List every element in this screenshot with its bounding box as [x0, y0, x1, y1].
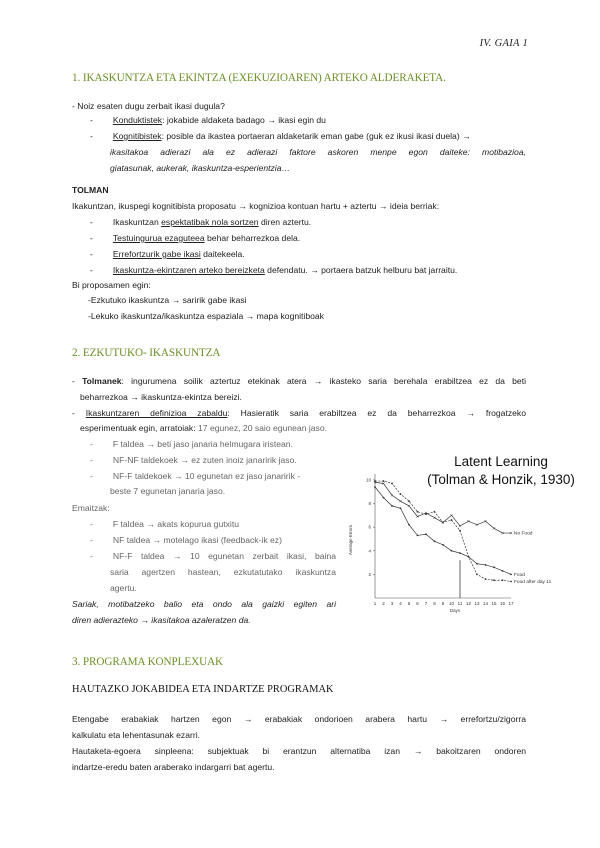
- latent-learning-chart: [345, 450, 593, 622]
- kognitibistek-line3: giatasunak, aukerak, ikaskuntza-esperientzia…: [110, 163, 291, 173]
- idea-item-3: - Errefortzurik gabe ikasi daitekeela.: [90, 249, 245, 259]
- group-3-text: NF-F taldekoek → 10 egunetan ez jaso janaririk -: [112, 471, 301, 481]
- result-3-text: NF-F taldea → 10 egunetan zerbait ikasi, baina: [112, 551, 336, 561]
- x-tick-label: 12: [465, 601, 472, 606]
- data-point: [391, 483, 393, 485]
- definizioa-grey-text: 17 egunez, 20 saio egunean jaso.: [195, 423, 328, 433]
- result-item-3-line2: saria agertzen hastean, ezkutatutako ikaskuntza: [110, 567, 336, 577]
- x-tick-label: 8: [433, 601, 436, 606]
- kognitibistek-item: - Kognitibistek: posible da ikastea portaeran aldaketarik eman gabe (guk ez ikusi ikasi duela) →: [90, 131, 471, 141]
- para-b-line2: indartze-eredu baten araberako indargarri bat agertu.: [72, 762, 275, 772]
- data-point: [374, 480, 376, 482]
- idea-3-suffix: daitekeela.: [200, 249, 245, 259]
- chart-xlabel: Days: [449, 608, 461, 613]
- data-point: [476, 573, 478, 575]
- konduktistek-text: : jokabide aldaketa badago → ikasi egin du: [162, 115, 326, 125]
- data-point: [399, 500, 401, 502]
- x-tick-label: 16: [499, 601, 506, 606]
- data-point: [510, 573, 512, 575]
- result-item-2: - NF taldea → motelago ikasi (feedback-ik ez): [90, 535, 282, 545]
- data-point: [442, 522, 444, 524]
- idea-1-prefix: Ikaskuntzan: [112, 217, 162, 227]
- data-point: [400, 493, 402, 495]
- data-point: [408, 500, 410, 502]
- series-label: Food: [514, 572, 525, 578]
- data-point: [459, 552, 461, 554]
- tolman-label: TOLMAN: [72, 185, 109, 195]
- bi-proposamen: Bi proposamen egin:: [72, 280, 151, 290]
- data-point: [433, 516, 435, 518]
- data-point: [502, 579, 504, 581]
- definizioa-l2-text: esperimentuak egin, arratoiak:: [80, 423, 196, 433]
- kognitibistek-term: Kognitibistek: [112, 131, 162, 141]
- data-point: [408, 505, 410, 507]
- data-point: [383, 480, 385, 482]
- para-b-line1: Hautaketa-egoera sinpleena: subjektuak bi erantzun alternatiba izan → bakoitzaren ondoren: [72, 746, 526, 756]
- data-point: [391, 505, 393, 507]
- tolmanek-line2: beharrezkoa → ikaskuntza-ekintza bereizi.: [80, 392, 242, 402]
- data-point: [408, 524, 410, 526]
- group-item-1: - F taldea → beti jaso janaria helmugara iristean.: [90, 439, 293, 449]
- result-item-1: - F taldea → akats kopurua gutxitu: [90, 519, 239, 529]
- data-point: [510, 581, 512, 583]
- section-2-title: 2. EZKUTUKO- IKASKUNTZA: [72, 347, 221, 359]
- x-tick-label: 9: [441, 601, 445, 606]
- data-point: [493, 579, 495, 581]
- section-1-title: 1. IKASKUNTZA ETA EKINTZA (EXEKUZIOAREN) ARTEKO ALDERAKETA.: [72, 72, 446, 84]
- tolmanek-bold: Tolmanek: [82, 376, 122, 386]
- x-tick-label: 7: [424, 601, 428, 606]
- result-item-3: - NF-F taldea → 10 egunetan zerbait ikasi, baina: [90, 551, 336, 561]
- definizioa-term: Ikaskuntzaren definizioa zabaldu: [85, 408, 228, 418]
- data-point: [417, 535, 419, 537]
- idea-2-term: Testuingurua ezaguteea: [112, 233, 205, 243]
- series-line-2: [375, 487, 511, 574]
- data-point: [425, 513, 427, 515]
- result-item-3-line3: agertu.: [110, 583, 137, 593]
- data-point: [476, 563, 478, 565]
- x-tick-label: 13: [474, 601, 480, 606]
- idea-4-suffix: defendatu. → portaera batzuk helburu bat jarraitu.: [264, 265, 458, 275]
- y-tick-label: 10: [365, 477, 371, 483]
- group-item-3: - NF-F taldekoek → 10 egunetan ez jaso janaririk -: [90, 471, 301, 481]
- y-tick-label: 6: [368, 524, 371, 530]
- x-tick-label: 2: [382, 601, 385, 606]
- data-point: [485, 564, 487, 566]
- x-tick-label: 5: [407, 601, 411, 606]
- definizioa-line2: [80, 422, 327, 434]
- proposal-1: -Ezkutuko ikaskuntza → saririk gabe ikasi: [88, 295, 247, 305]
- x-tick-label: 15: [491, 601, 497, 606]
- tolmanek-line1: - Tolmanek: ingurumena soilik aztertuz etekinak atera → ikasteko saria berehala erabiltzea ez da beti: [72, 376, 527, 386]
- data-point: [459, 525, 461, 527]
- group-1-text: F taldea → beti jaso janaria helmugara iristean.: [112, 439, 293, 449]
- result-1-text: F taldea → akats kopurua gutxitu: [112, 519, 239, 529]
- idea-item-4: - Ikaskuntza-ekintzaren arteko bereizketa defendatu. → portaera batzuk helburu bat jarraitu.: [90, 265, 458, 275]
- definizioa-text: : Hasieratik saria erabiltzea ez da beharrezkoa → frogatzeko: [227, 408, 526, 418]
- emaitzak-label: Emaitzak:: [72, 503, 110, 513]
- data-point: [434, 511, 436, 513]
- question-line: - Noiz esaten dugu zerbait ikasi dugula?: [72, 101, 225, 111]
- data-point: [493, 527, 495, 529]
- data-point: [450, 514, 452, 516]
- data-point: [468, 556, 470, 558]
- proposal-2: -Lekuko ikaskuntza/ikaskuntza espaziala → mapa kognitiboak: [88, 311, 324, 321]
- idea-item-1: - Ikaskuntzan espektatibak nola sortzen diren aztertu.: [90, 217, 312, 227]
- group-item-2: - NF-NF taldekoek → ez zuten inoiz janaririk jaso.: [90, 455, 297, 465]
- x-tick-label: 10: [448, 601, 455, 606]
- data-point: [485, 578, 487, 580]
- conclusion-line2: diren adierazteko → ikasitakoa azaleratzen da.: [72, 615, 251, 625]
- data-point: [425, 533, 427, 535]
- data-point: [451, 519, 453, 521]
- data-point: [400, 507, 402, 509]
- x-tick-label: 4: [399, 601, 402, 606]
- chart-ylabel: Average Errors: [348, 524, 353, 556]
- group-item-3-line2: beste 7 egunetan janaria jaso.: [110, 486, 226, 496]
- x-tick-label: 11: [457, 601, 463, 606]
- tolman-intro: Ikakuntzan, ikuspegi kognitibista proposatu → kognizioa kontuan hartu + aztertu → ideia berriak:: [72, 201, 440, 211]
- y-tick-label: 2: [368, 571, 371, 577]
- x-tick-label: 3: [390, 601, 394, 606]
- data-point: [451, 550, 453, 552]
- data-point: [383, 497, 385, 499]
- idea-3-term: Errefortzurik gabe ikasi: [112, 249, 201, 259]
- conclusion-line1: Sariak, motibatzeko balio eta ondo ala gaizki egiten ari: [72, 599, 336, 609]
- data-point: [442, 544, 444, 546]
- definizioa-line1: - Ikaskuntzaren definizioa zabaldu: Hasieratik saria erabiltzea ez da beharrezkoa → frogatzeko: [72, 408, 526, 418]
- idea-item-2: - Testuingurua ezaguteea behar beharrezkoa dela.: [90, 233, 301, 243]
- series-line-1: [375, 482, 511, 533]
- x-tick-label: 17: [508, 601, 514, 606]
- y-tick-label: 4: [368, 548, 371, 554]
- chart-title: Latent Learning: [454, 454, 548, 469]
- section-3-title: 3. PROGRAMA KONPLEXUAK: [72, 656, 224, 668]
- section-3-subtitle: HAUTAZKO JOKABIDEA ETA INDARTZE PROGRAMAK: [72, 684, 334, 695]
- series-label: Food after day 11: [514, 579, 552, 585]
- data-point: [502, 570, 504, 572]
- tolmanek-text: : ingurumena soilik aztertuz etekinak atera → ikasteko saria berehala erabiltzea ez da beti: [121, 376, 527, 386]
- y-tick-label: 8: [368, 501, 371, 507]
- x-tick-label: 6: [416, 601, 419, 606]
- group-2-text: NF-NF taldekoek → ez zuten inoiz janaririk jaso.: [112, 455, 297, 465]
- chart-subtitle: (Tolman & Honzik, 1930): [427, 472, 575, 487]
- data-point: [417, 511, 419, 513]
- konduktistek-item: - Konduktistek: jokabide aldaketa badago → ikasi egin du: [90, 115, 326, 125]
- series-label: No Food: [514, 531, 533, 537]
- x-tick-label: 1: [373, 601, 377, 606]
- data-point: [374, 486, 376, 488]
- result-2-text: NF taldea → motelago ikasi (feedback-ik ez): [112, 535, 282, 545]
- page-header: IV. GAIA 1: [479, 38, 528, 49]
- para-a-line2: kalkulatu eta lehentasunak ezarri.: [72, 730, 201, 740]
- data-point: [459, 530, 461, 532]
- data-point: [434, 540, 436, 542]
- data-point: [391, 494, 393, 496]
- data-point: [493, 566, 495, 568]
- x-tick-label: 14: [482, 601, 489, 606]
- kognitibistek-line2: ikasitakoa adierazi ala ez adierazi faktore askoren menpe egon daiteke: motibazioa,: [110, 147, 526, 157]
- idea-1-term: espektatibak nola sortzen: [161, 217, 259, 227]
- idea-4-term: Ikaskuntza-ekintzaren arteko bereizketa: [112, 265, 265, 275]
- para-a-line1: Etengabe erabakiak hartzen egon → erabakiak ondorioen arabera hartu → errefortzu/zigorra: [72, 714, 526, 724]
- konduktistek-term: Konduktistek: [112, 115, 163, 125]
- idea-2-suffix: behar beharrezkoa dela.: [204, 233, 301, 243]
- kognitibistek-text: : posible da ikastea portaeran aldaketarik eman gabe (guk ez ikusi ikasi duela) →: [161, 131, 471, 141]
- idea-1-suffix: diren aztertu.: [258, 217, 312, 227]
